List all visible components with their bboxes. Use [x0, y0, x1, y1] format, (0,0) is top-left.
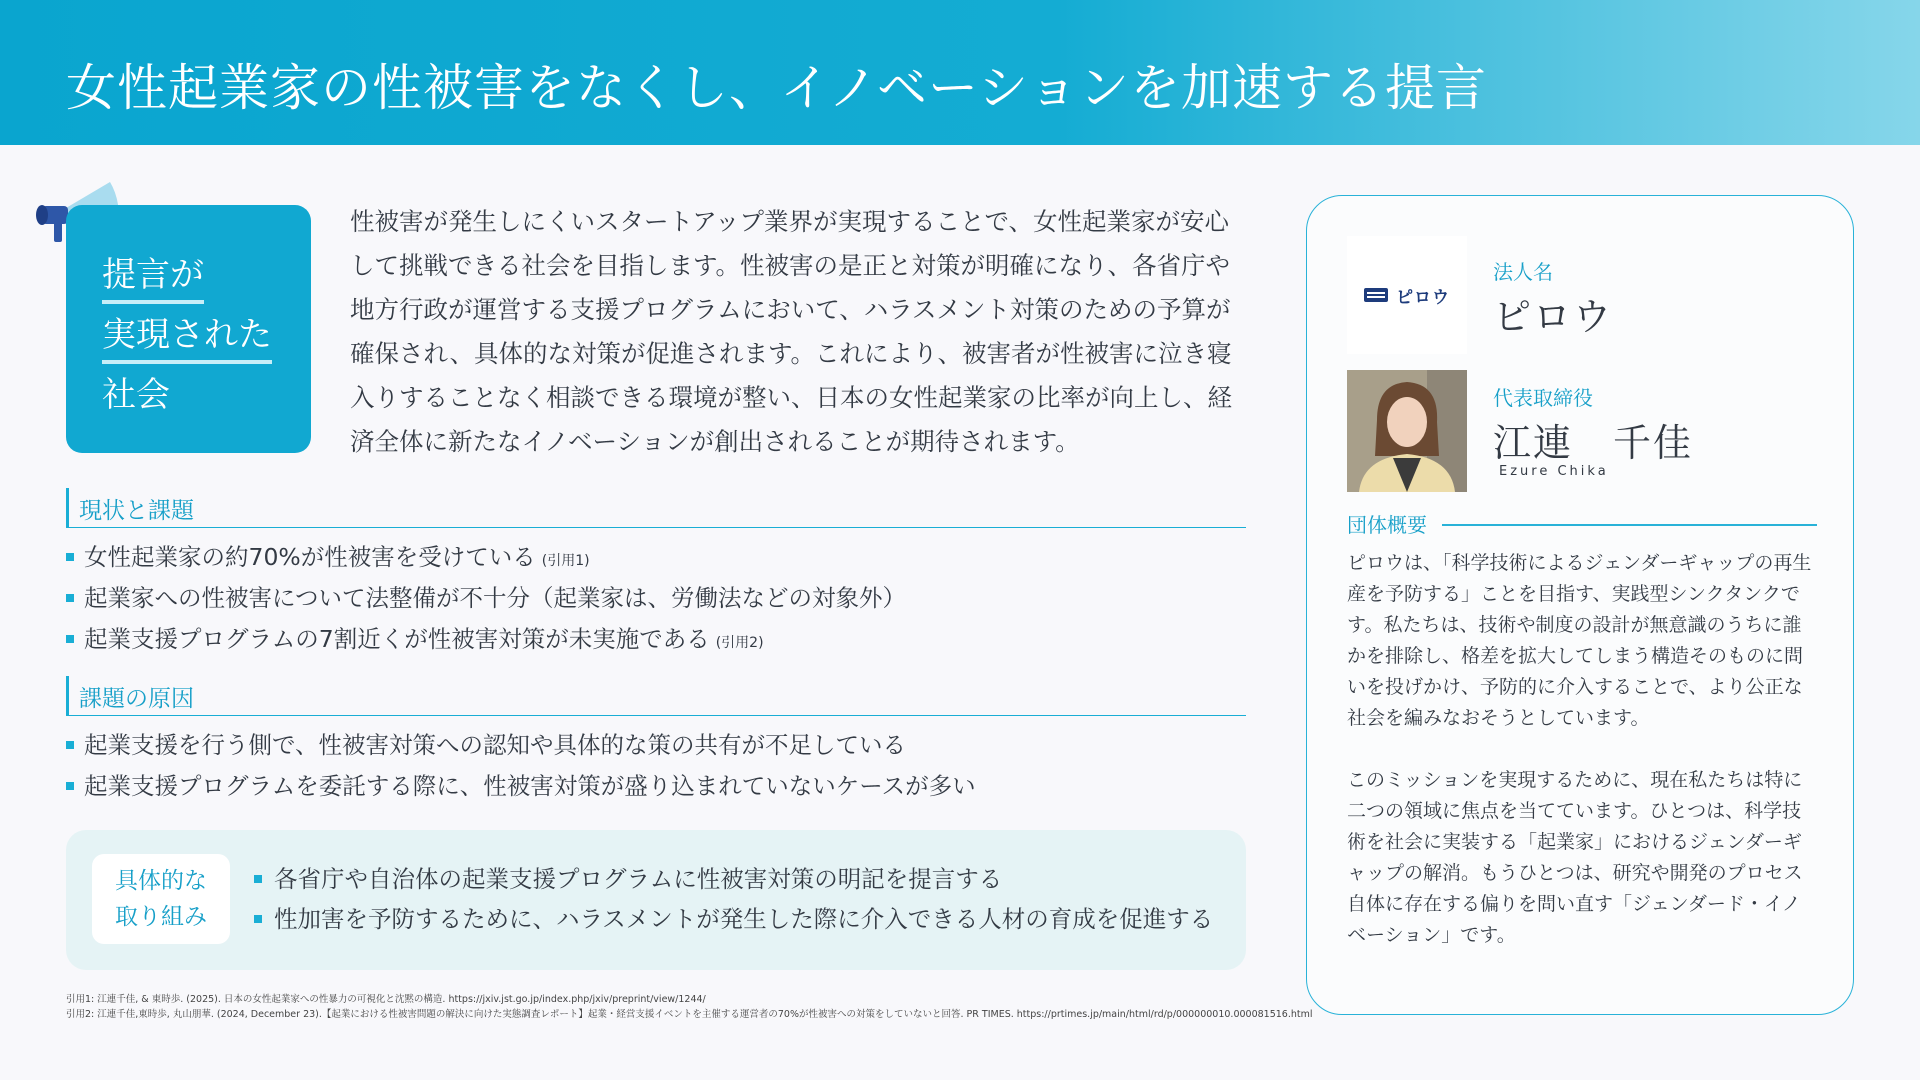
citation-mark: (引用1)	[541, 553, 590, 569]
current-issues-list	[66, 539, 906, 662]
reference-1: 引用1: 江連千佳, & 東時歩. (2025). 日本の女性起業家への性暴力の可視化と沈黙の構造. https://jxiv.jst.go.jp/index.php/jxiv/preprint/view/1244/	[66, 994, 706, 1005]
measures-panel	[66, 830, 1246, 970]
current-issues-heading	[66, 488, 1246, 528]
measures-list	[254, 862, 1213, 942]
causes-heading	[66, 676, 1246, 716]
organization-card	[1306, 195, 1854, 1015]
list-item: 起業家への性被害について法整備が不十分（起業家は、労働法などの対象外）	[66, 580, 906, 621]
list-item: 起業支援プログラムの7割近くが性被害対策が未実施である (引用2)	[66, 621, 906, 662]
reference-2: 引用2: 江連千佳,東時歩, 丸山朋華. (2024, December 23).【起業における性被害問題の解決に向けた実態調査レポート】起業・経営支援イベントを主催する運営者の70%が性被害への対策をしていないと回答. PR TIMES. https://prtimes.jp/main/html/rd/p/000000010.000081516.html	[66, 1009, 1313, 1020]
list-item: 性加害を予防するために、ハラスメントが発生した際に介入できる人材の育成を促進する	[254, 902, 1213, 942]
overview-paragraph-1: ピロウは、「科学技術によるジェンダーギャップの再生産を予防する」ことを目指す、実践型シンクタンクです。私たちは、技術や制度の設計が無意識のうちに誰かを排除し、格差を拡大してしまう構造そのものに問いを投げかけ、予防的に介入することで、より公正な社会を編みなおそうとしています。	[1347, 552, 1812, 729]
logo-mark-icon	[1364, 288, 1388, 302]
references	[66, 992, 1313, 1022]
current-issues-title: 現状と課題	[79, 498, 194, 524]
representative-name: 江連 千佳	[1493, 421, 1694, 465]
corp-name: ピロウ	[1493, 295, 1614, 339]
representative-title: 代表取締役	[1493, 386, 1593, 410]
page-title: 女性起業家の性被害をなくし、イノベーションを加速する提言	[66, 59, 1487, 117]
vision-label-line-1: 提言が	[102, 247, 204, 304]
overview-paragraph-2: このミッションを実現するために、現在私たちは特に二つの領域に焦点を当てています。ひとつは、科学技術を社会に実装する「起業家」におけるジェンダーギャップの解消。もうひとつは、研究や開発のプロセス自体に存在する偏りを問い直す「ジェンダード・イノベーション」です。	[1347, 769, 1803, 946]
list-item: 女性起業家の約70%が性被害を受けている (引用1)	[66, 539, 906, 580]
list-item: 起業支援を行う側で、性被害対策への認知や具体的な策の共有が不足している	[66, 727, 976, 768]
list-item: 起業支援プログラムを委託する際に、性被害対策が盛り込まれていないケースが多い	[66, 768, 976, 809]
causes-title: 課題の原因	[79, 686, 194, 712]
list-item: 各省庁や自治体の起業支援プログラムに性被害対策の明記を提言する	[254, 862, 1213, 902]
header-bar	[0, 0, 1920, 145]
overview-heading	[1347, 509, 1817, 539]
vision-label-line-2: 実現された	[102, 307, 272, 364]
vision-label-line-3: 社会	[102, 375, 170, 415]
overview-body	[1347, 548, 1817, 951]
company-logo	[1347, 236, 1467, 354]
logo-text: ピロウ	[1396, 287, 1450, 308]
overview-title: 団体概要	[1347, 513, 1439, 537]
corp-name-label: 法人名	[1493, 260, 1553, 284]
representative-romaji: Ezure Chika	[1499, 464, 1609, 479]
citation-mark: (引用2)	[715, 635, 764, 651]
causes-list	[66, 727, 976, 809]
vision-description: 性被害が発生しにくいスタートアップ業界が実現することで、女性起業家が安心して挑戦できる社会を目指します。性被害の是正と対策が明確になり、各省庁や地方行政が運営する支援プログラムにおいて、ハラスメント対策のための予算が確保され、具体的な対策が促進されます。これにより、被害者が性被害に泣き寝入りすることなく相談できる環境が整い、日本の女性起業家の比率が向上し、経済全体に新たなイノベーションが創出されることが期待されます。	[350, 207, 1232, 456]
measures-label: 具体的な 取り組み	[92, 854, 230, 944]
vision-label-box	[66, 205, 311, 453]
representative-photo	[1347, 370, 1467, 492]
